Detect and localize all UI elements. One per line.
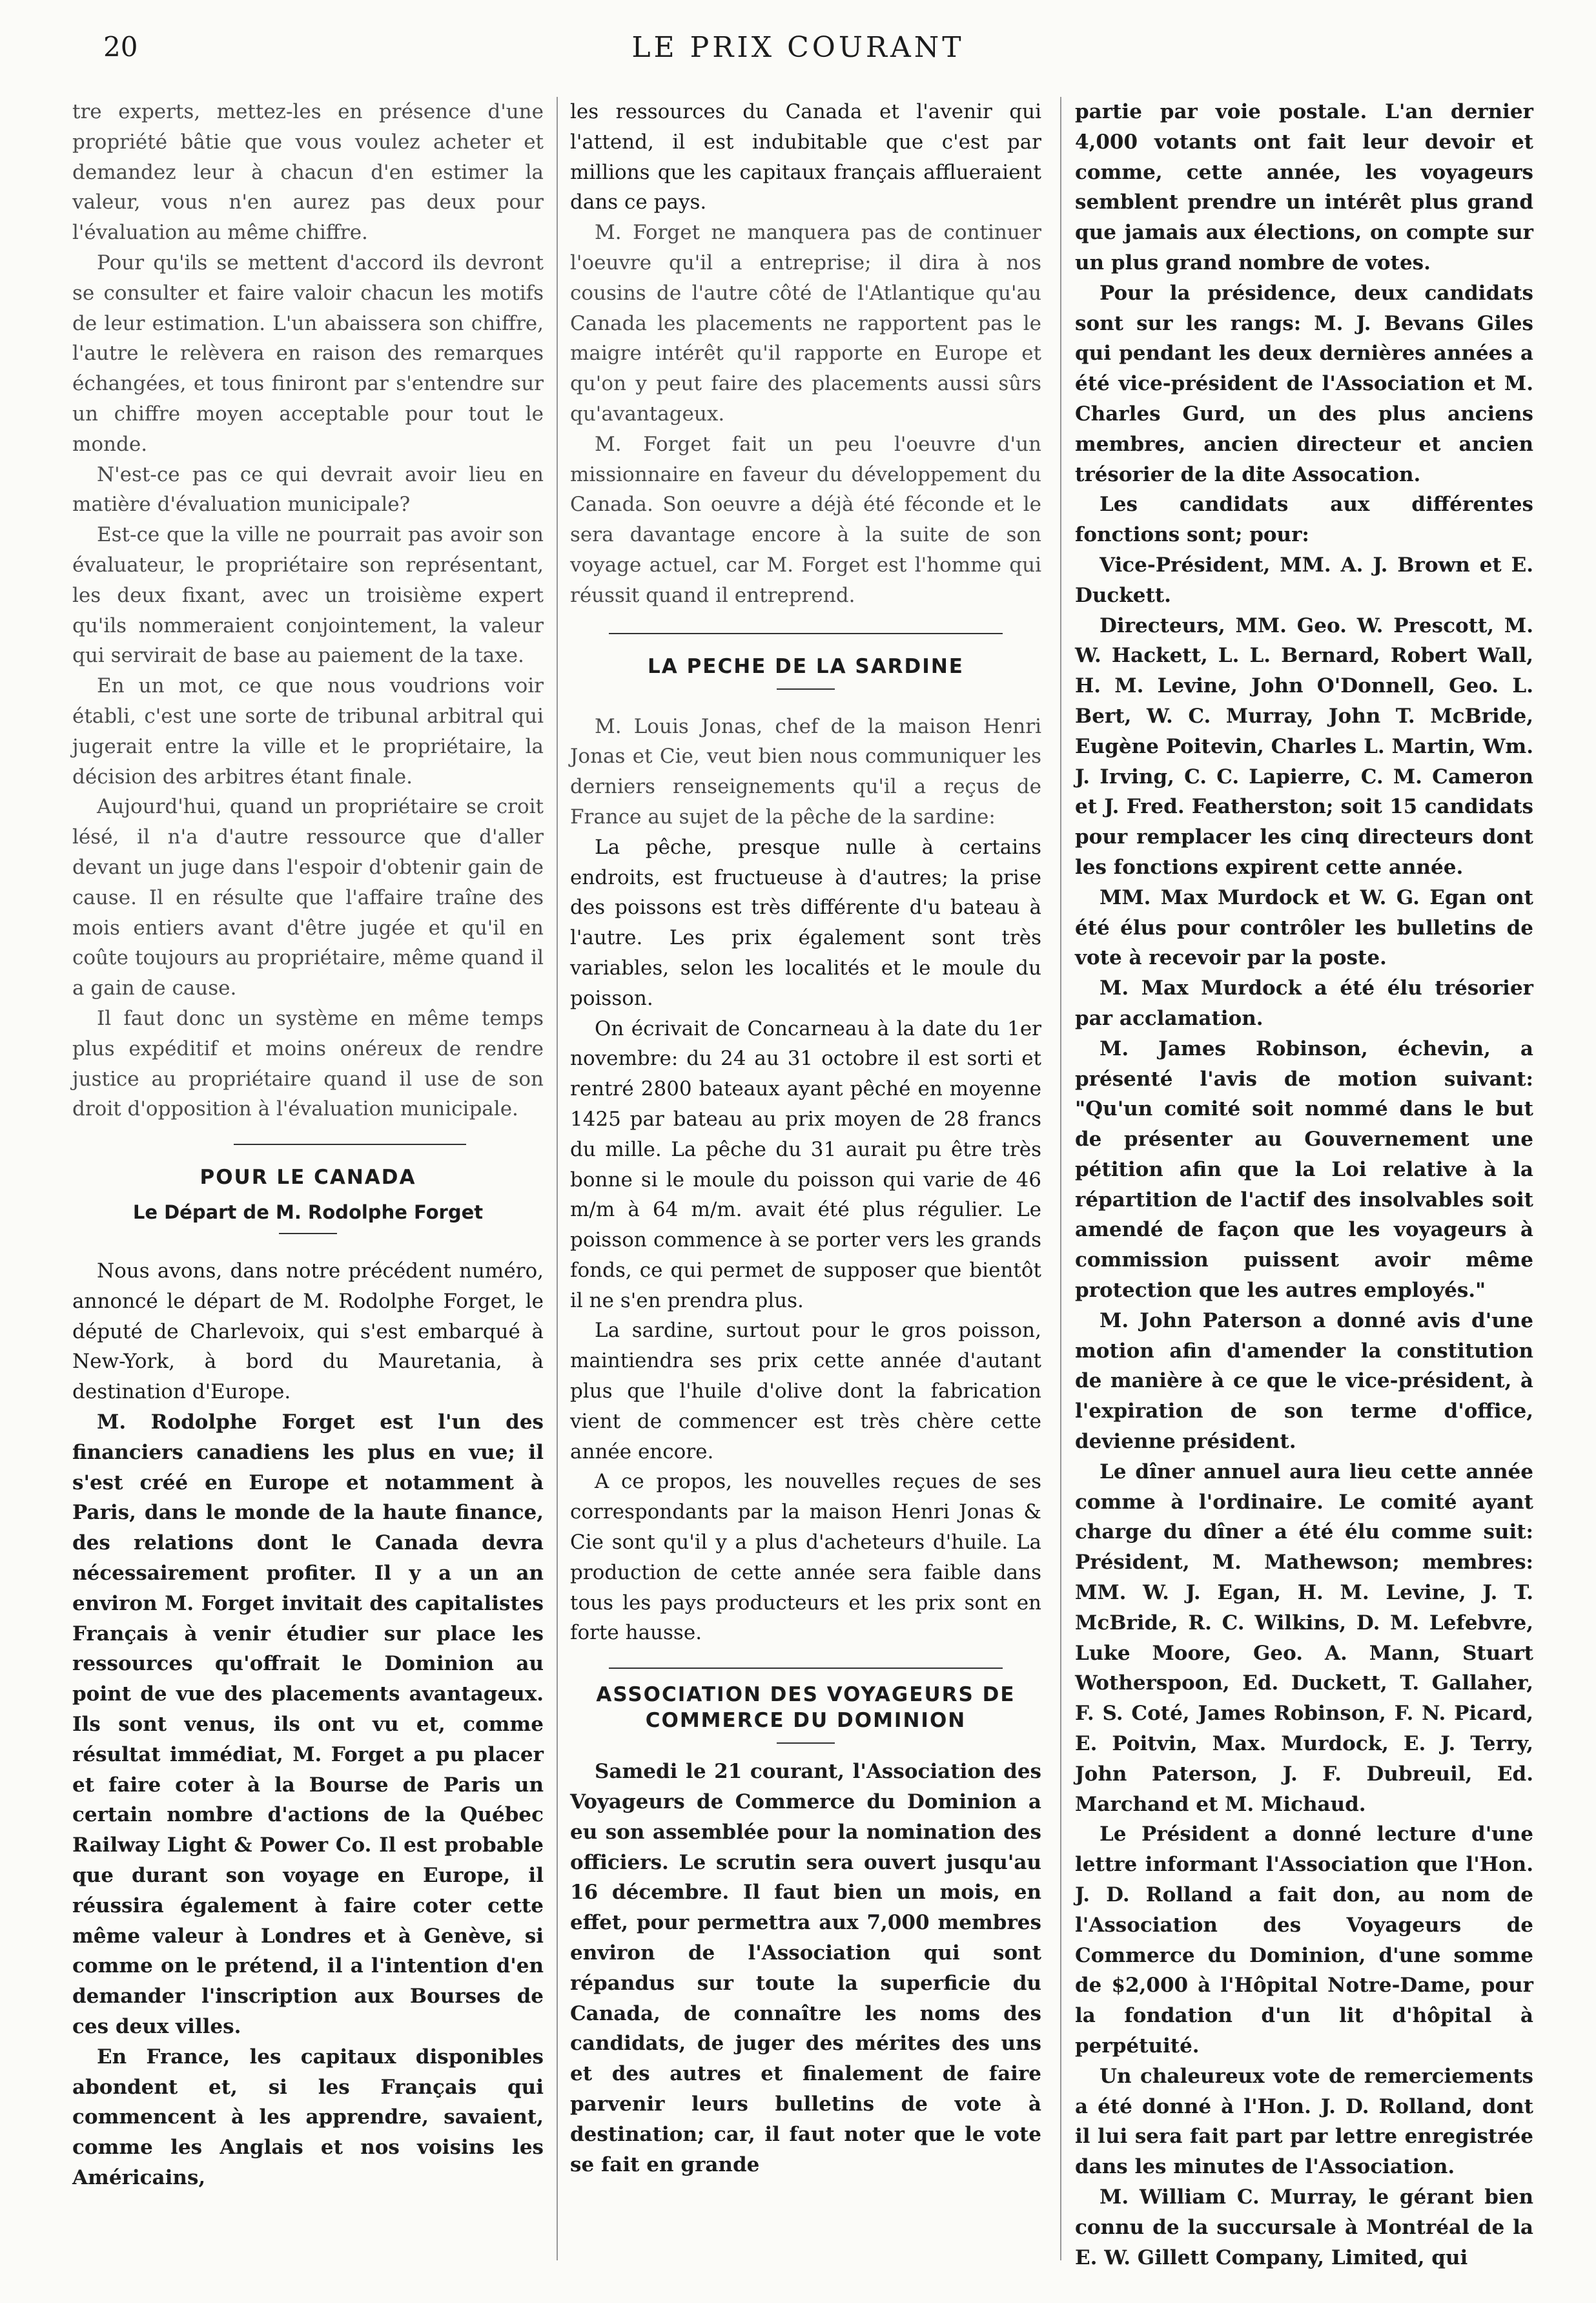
running-title: LE PRIX COURANT xyxy=(631,31,965,64)
article-paragraph: Pour qu'ils se mettent d'accord ils devront se consulter et faire valoir chacun les motifs de leur estimation. L'un abaissera son chiffre, l'autre le relèvera en raison des remarques échangées, et tous finiront par s'entendre sur un chiffre moyen acceptable pour tout le monde. xyxy=(72,251,544,456)
article-paragraph: Directeurs, MM. Geo. W. Prescott, M. W. Hackett, L. L. Bernard, Robert Wall, H. M. Levine, John O'Donnell, Geo. L. Bert, W. C. Murray, John T. McBride, Eugène Poitevin, Charles L. Martin, Wm. J. Irving, C. C. Lapierre, C. M. Cameron et J. Fred. Featherston; soit 15 candidats pour remplacer les cinq directeurs dont les fonctions expirent cette année. xyxy=(1075,614,1533,879)
column-divider xyxy=(1060,97,1061,2260)
page-number: 20 xyxy=(103,31,138,63)
section-rule xyxy=(609,1668,1003,1669)
article-paragraph: En France, les capitaux disponibles abondent et, si les Français qui commencent à les apprendre, savaient, comme les Anglais et nos voisins les Américains, xyxy=(72,2045,544,2189)
column-3 xyxy=(1075,97,1533,2273)
article-paragraph: Est-ce que la ville ne pourrait pas avoir son évaluateur, le propriétaire son représentant, les deux fixant, avec un troisième expert qu'ils nommeraient conjointement, la valeur qui servirait de base au paiement de la taxe. xyxy=(72,523,544,668)
article-paragraph: M. Max Murdock a été élu trésorier par acclamation. xyxy=(1075,976,1533,1030)
article-paragraph: Un chaleureux vote de remerciements a été donné à l'Hon. J. D. Rolland, dont il lui sera fait part par lettre enregistrée dans les minutes de l'Association. xyxy=(1075,2064,1533,2179)
article-paragraph: En un mot, ce que nous voudrions voir établi, c'est une sorte de tribunal arbitral qui jugerait entre la ville et le propriétaire, la décision des arbitres étant finale. xyxy=(72,674,544,789)
article-paragraph: tre experts, mettez-les en présence d'une propriété bâtie que vous voulez acheter et demandez leur à chacun d'en estimer la valeur, vous n'en aurez pas deux pour l'évaluation au même chiffre. xyxy=(72,100,544,245)
article-paragraph: MM. Max Murdock et W. G. Egan ont été élus pour contrôler les bulletins de vote à recevoir par la poste. xyxy=(1075,885,1533,970)
article-paragraph: Samedi le 21 courant, l'Association des Voyageurs de Commerce du Dominion a eu son assemblée pour la nomination des officiers. Le scrutin sera ouvert jusqu'au 16 décembre. Il faut bien un mois, en effet, pour permettra aux 7,000 membres environ de l'Association qui sont répandus sur toute la superficie du Canada, de connaître les noms des candidats, de juger des mérites des uns et des autres et finalement de faire parvenir leurs bulletins de vote à destination; car, il faut noter que le vote se fait en grande xyxy=(570,1760,1041,2176)
article-paragraph: Le dîner annuel aura lieu cette année comme à l'ordinaire. Le comité ayant charge du dîner a été élu comme suit: Président, M. Mathewson; membres: MM. W. J. Egan, H. M. Levine, J. T. McBride, R. C. Wilkins, D. M. Lefebvre, Luke Moore, Geo. A. Mann, Stuart Wotherspoon, Ed. Duckett, T. Gallaher, F. S. Coté, James Robinson, F. N. Picard, E. Poitvin, Max. Murdock, E. J. Terry, John Paterson, J. F. Dubreuil, Ed. Marchand et M. Michaud. xyxy=(1075,1460,1533,1816)
article-paragraph: Pour la présidence, deux candidats sont sur les rangs: M. J. Bevans Giles qui pendant les deux dernières années a été vice-président de l'Association et M. Charles Gurd, un des plus anciens membres, ancien directeur et ancien trésorier de la dite Assocation. xyxy=(1075,281,1533,486)
article-paragraph: Les candidats aux différentes fonctions sont; pour: xyxy=(1075,493,1533,547)
article-paragraph: N'est-ce pas ce qui devrait avoir lieu en matière d'évaluation municipale? xyxy=(72,462,544,517)
section-heading: POUR LE CANADA xyxy=(200,1166,416,1190)
article-paragraph: Aujourd'hui, quand un propriétaire se croit lésé, il n'a d'autre ressource que d'aller devant un juge dans l'espoir d'obtenir gain de cause. Il en résulte que l'affaire traîne des mois entiers avant d'être jugée et qu'il en coûte toujours au propriétaire, même quand il a gain de cause. xyxy=(72,795,544,1000)
section-rule xyxy=(234,1144,466,1145)
page-header xyxy=(0,31,1596,83)
short-rule xyxy=(777,1742,835,1744)
article-paragraph: les ressources du Canada et l'avenir qui l'attend, il est indubitable que c'est par millions que les capitaux français afflueraient dans ce pays. xyxy=(570,100,1041,214)
article-paragraph: La pêche, presque nulle à certains endroits, est fructueuse à d'autres; la prise des poissons est très différente d'u bateau à l'autre. Les prix également sont très variables, selon les localités et le moule du poisson. xyxy=(570,835,1041,1010)
article-paragraph: M. James Robinson, échevin, a présenté l'avis de motion suivant: "Qu'un comité soit nommé dans le but de présenter au Gouvernement une pétition afin que la Loi relative à la répartition de l'actif des insolvables soit amendé de façon que les voyageurs à commission puissent avoir même protection que les autres employés." xyxy=(1075,1037,1533,1303)
section-rule xyxy=(609,633,1003,634)
column-1 xyxy=(72,97,544,2193)
section-subheading: Le Départ de M. Rodolphe Forget xyxy=(132,1201,484,1224)
short-rule xyxy=(279,1233,337,1234)
article-paragraph: M. Forget fait un peu l'oeuvre d'un missionnaire en faveur du développement du Canada. Son oeuvre a déjà été féconde et le sera davantage encore à la suite de son voyage actuel, car M. Forget est l'homme qui réussit quand il entreprend. xyxy=(570,432,1041,607)
article-paragraph: Il faut donc un système en même temps plus expéditif et moins onéreux de rendre justice au propriétaire quand il use de son droit d'opposition à l'évaluation municipale. xyxy=(72,1006,544,1121)
article-paragraph: partie par voie postale. L'an dernier 4,000 votants ont fait leur devoir et comme, cette année, les voyageurs semblent prendre un intérêt plus grand que jamais aux élections, on compte sur un plus grand nombre de votes. xyxy=(1075,100,1533,274)
article-paragraph: M. Forget ne manquera pas de continuer l'oeuvre qu'il a entreprise; il dira à nos cousins de l'autre côté de l'Atlantique qu'au Canada les placements ne rapportent pas le maigre intérêt qu'il rapporte en Europe et qu'on y peut faire des placements aussi sûrs qu'avantageux. xyxy=(570,221,1041,426)
article-paragraph: M. John Paterson a donné avis d'une motion afin d'amender la constitution de manière à ce que le vice-président, à l'expiration de son terme d'office, devienne président. xyxy=(1075,1308,1533,1454)
section-heading: ASSOCIATION DES VOYAGEURS DE COMMERCE DU DOMINION xyxy=(596,1683,1016,1733)
article-paragraph: On écrivait de Concarneau à la date du 1er novembre: du 24 au 31 octobre il est sorti et rentré 2800 bateaux ayant pêché en moyenne 1425 par bateau au prix moyen de 28 francs du mille. La pêche du 31 aurait pu être très bonne si le moule du poisson qui varie de 46 m/m à 64 m/m. avait été plus régulier. Le poisson commence à se porter vers les grands fonds, ce qui permet de supposer que bientôt il ne s'en prendra plus. xyxy=(570,1017,1041,1312)
article-paragraph: Nous avons, dans notre précédent numéro, annoncé le départ de M. Rodolphe Forget, le député de Charlevoix, qui s'est embarqué à New-York, à bord du Mauretania, à destination d'Europe. xyxy=(72,1259,544,1404)
article-paragraph: M. Louis Jonas, chef de la maison Henri Jonas et Cie, veut bien nous communiquer les derniers renseignements qu'il a reçus de France au sujet de la pêche de la sardine: xyxy=(570,714,1041,829)
column-divider xyxy=(557,97,558,2260)
section-heading: LA PECHE DE LA SARDINE xyxy=(648,654,964,678)
article-paragraph: Le Président a donné lecture d'une lettre informant l'Association que l'Hon. J. D. Rolland a fait don, au nom de l'Association des Voyageurs de Commerce du Dominion, d'une somme de $2,000 à l'Hôpital Notre-Dame, pour la fondation d'un lit d'hôpital à perpétuité. xyxy=(1075,1823,1533,2058)
article-paragraph: Vice-Président, MM. A. J. Brown et E. Duckett. xyxy=(1075,553,1533,607)
column-2 xyxy=(570,97,1041,2180)
article-paragraph: M. Rodolphe Forget est l'un des financiers canadiens les plus en vue; il s'est créé en Europe et notamment à Paris, dans le monde de la haute finance, des relations dont le Canada devra nécessairement profiter. Il y a un an environ M. Forget invitait des capitalistes Français à venir étudier sur place les ressources qu'offrait le Dominion au point de vue des placements avantageux. Ils sont venus, ils ont vu et, comme résultat immédiat, M. Forget a pu placer et faire coter à la Bourse de Paris un certain nombre d'actions de la Québec Railway Light & Power Co. Il est probable que durant son voyage en Europe, il réussira également à faire coter cette même valeur à Londres et à Genève, si comme on le prétend, il a l'intention d'en demander l'inscription aux Bourses de ces deux villes. xyxy=(72,1410,544,2039)
article-paragraph: M. William C. Murray, le gérant bien connu de la succursale à Montréal de la E. W. Gillett Company, Limited, qui xyxy=(1075,2185,1533,2269)
short-rule xyxy=(777,688,835,690)
article-paragraph: La sardine, surtout pour le gros poisson, maintiendra ses prix cette année d'autant plus que l'huile d'olive dont la fabrication vient de commencer est très chère cette année encore. xyxy=(570,1319,1041,1463)
article-paragraph: A ce propos, les nouvelles reçues de ses correspondants par la maison Henri Jonas & Cie sont qu'il y a plus d'acheteurs d'huile. La production de cette année sera faible dans tous les pays producteurs et les prix sont en forte hausse. xyxy=(570,1470,1041,1645)
